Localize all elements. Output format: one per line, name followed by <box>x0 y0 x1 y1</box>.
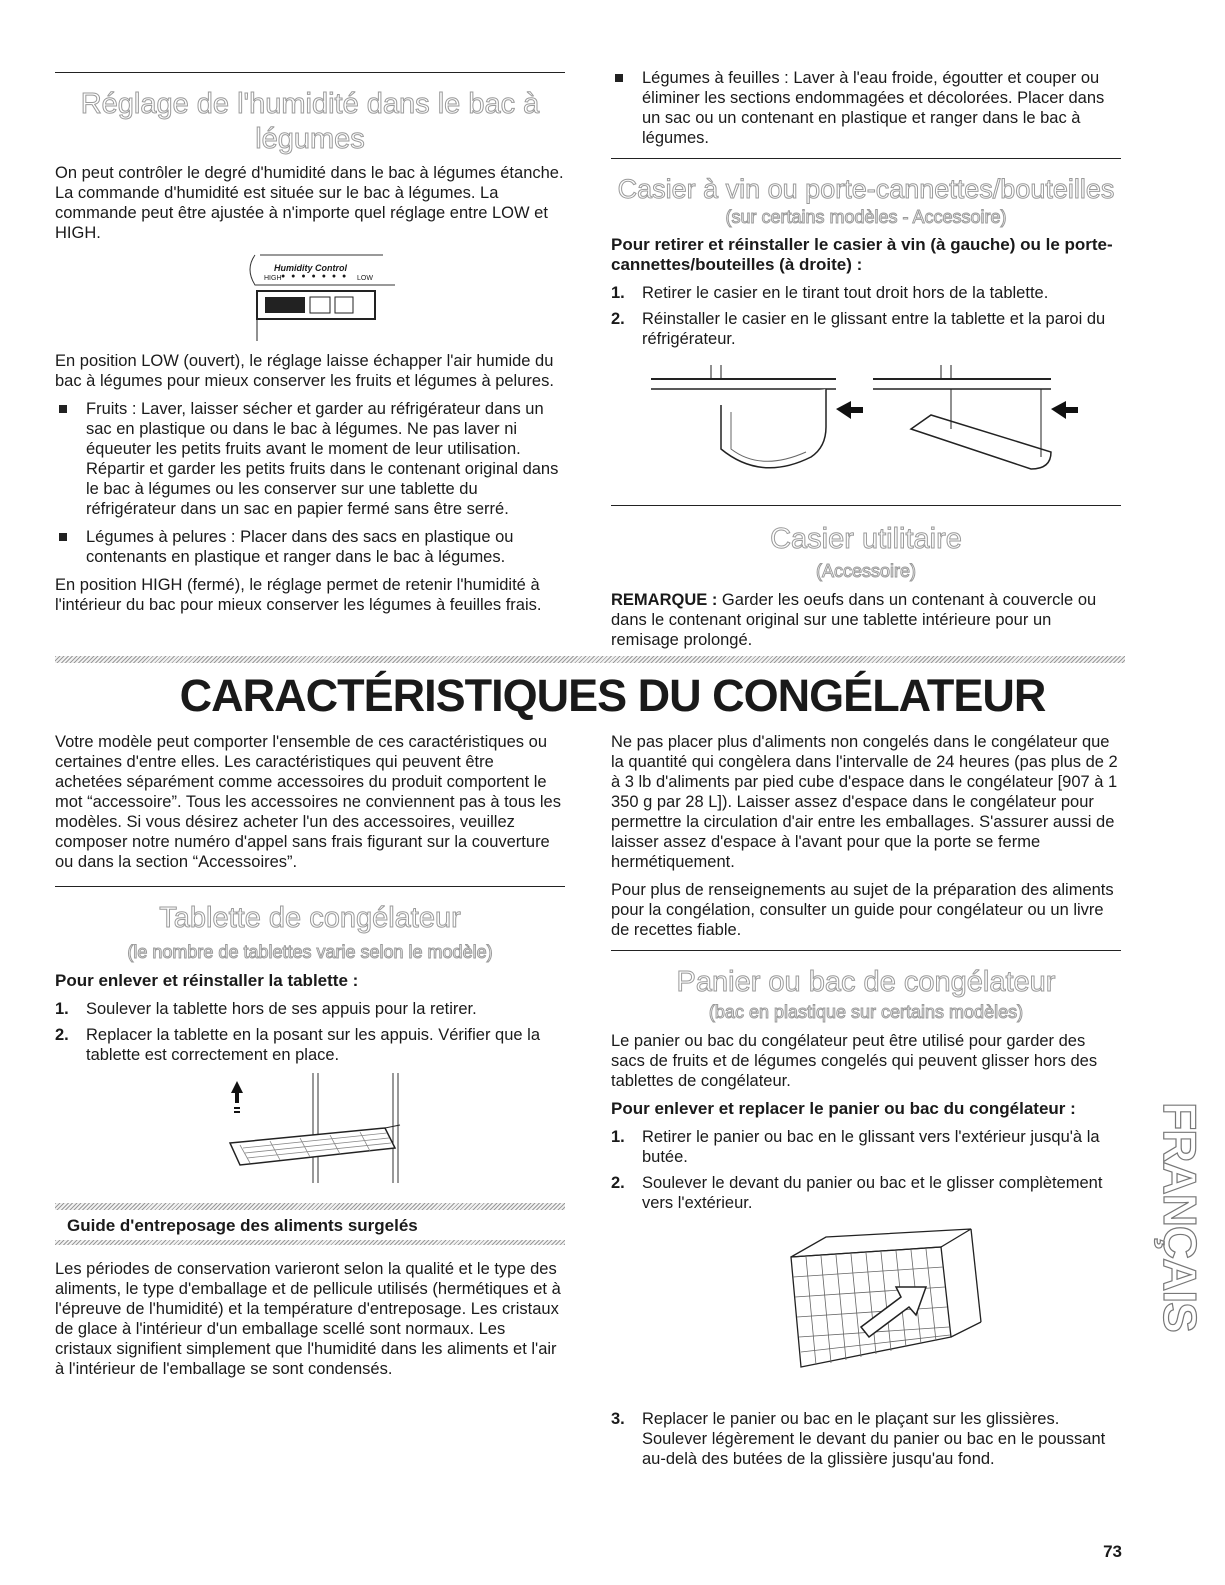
language-side-label: FRANÇAIS <box>1154 1102 1206 1332</box>
freezer-load-text: Ne pas placer plus d'aliments non congelés dans le congélateur que la quantité qui congèlera dans l'intervalle de 24 heures (pas plus de 2 à 3 lb d'aliments par pied cube d'espace dans le congélateur [907 à 1 350 g par 28 L]). Laisser assez d'espace dans le congélateur pour permettre la circulation d'air entre les emballages. S'assurer aussi de laisser assez d'espace à l'avant pour que la porte se ferme hermétiquement. <box>611 733 1118 871</box>
step-text: Soulever le devant du panier ou bac et le glisser complètement vers l'extérieur. <box>642 1174 1103 1213</box>
page-divider <box>55 656 1125 663</box>
step-item <box>611 1173 1121 1213</box>
freezer-info-text: Pour plus de renseignements au sujet de la préparation des aliments pour la congélation, consulter un guide pour congélateur ou un livre de recettes fiable. <box>611 881 1114 939</box>
low-position-text: En position LOW (ouvert), le réglage laisse échapper l'air humide du bac à légumes pour mieux conserver les fruits et légumes à pelures. <box>55 351 554 390</box>
wine-rack-subheading: (sur certains modèles - Accessoire) <box>725 207 1007 228</box>
language-side-tab <box>1150 1080 1212 1340</box>
freezer-shelf-heading: Tablette de congélateur <box>159 902 461 934</box>
freezer-basket-illustration <box>611 1227 1121 1387</box>
step-number: 2. <box>55 1026 69 1045</box>
freezer-shelf-lead: Pour enlever et réinstaller la tablette : <box>55 971 359 991</box>
step-text: Soulever la tablette hors de ses appuis pour la retirer. <box>86 1000 477 1019</box>
storage-guide-title: Guide d'entreposage des aliments surgelés <box>67 1216 418 1236</box>
note-text: Garder les oeufs dans un contenant à couvercle ou dans le contenant original sur une tablette intérieure pour un remisage prolongé. <box>611 591 1097 650</box>
freezer-basket-steps <box>611 1127 1121 1213</box>
step-number: 1. <box>611 1128 625 1147</box>
bullet-item <box>611 68 1121 148</box>
freezer-shelf-section <box>55 732 565 1387</box>
guide-hatch-top <box>55 1203 565 1210</box>
freezer-basket-lead: Pour enlever et replacer le panier ou bac du congélateur : <box>611 1099 1076 1119</box>
bullet-item <box>55 527 565 567</box>
step-number: 2. <box>611 1174 625 1193</box>
section-rule <box>611 505 1121 506</box>
humidity-dots: ● ● ● ● ● ● ● <box>281 272 349 280</box>
step-item <box>611 309 1121 349</box>
main-title: CARACTÉRISTIQUES DU CONGÉLATEUR <box>179 670 1046 721</box>
freezer-intro: Votre modèle peut comporter l'ensemble de ces caractéristiques ou certaines d'entre elles. Les caractéristiques qui peuvent être achetées séparément comme accessoires du produit comportent le mot “accessoire”. Tous les accessoires ne conviennent pas à tous les modèles. Si vous désirez acheter l'un des accessoires, veuillez composer notre numéro d'appel sans frais figurant sur la couverture ou dans la section “Accessoires”. <box>55 733 561 871</box>
guide-hatch-bottom <box>55 1240 565 1245</box>
fruit-bullets <box>55 399 565 567</box>
bullet-item <box>55 399 565 519</box>
step-text: Retirer le panier ou bac en le glissant vers l'extérieur jusqu'à la butée. <box>642 1128 1100 1167</box>
step-item <box>611 1127 1121 1167</box>
wine-rack-steps <box>611 283 1121 349</box>
humidity-control-figure <box>55 251 565 343</box>
leafy-bullet <box>611 68 1121 148</box>
humidity-high-label: HIGH <box>264 274 282 282</box>
step-number: 3. <box>611 1410 625 1429</box>
freezer-basket-step3 <box>611 1409 1121 1469</box>
step-text: Replacer la tablette en la posant sur les appuis. Vérifier que la tablette est correctement en place. <box>86 1026 541 1065</box>
step-number: 1. <box>611 283 625 302</box>
high-position-text: En position HIGH (fermé), le réglage permet de retenir l'humidité à l'intérieur du bac pour mieux conserver les légumes à feuilles frais. <box>55 575 542 614</box>
section-rule <box>611 158 1121 159</box>
humidity-section <box>55 72 565 623</box>
bullet-text: Fruits : Laver, laisser sécher et garder au réfrigérateur dans un sac en plastique ou dans le bac à légumes. Ne pas laver ni équeuter les petits fruits avant le moment de leur utilisation. Répartir et garder les petits fruits dans le contenant original dans le bac à légumes ou les conserver sur une tablette du réfrigérateur dans un sac en papier fermé sans être serré. <box>86 399 559 518</box>
humidity-heading-line2: légumes <box>255 122 365 155</box>
step-item <box>55 1025 565 1065</box>
bullet-text: Légumes à pelures : Placer dans des sacs en plastique ou contenants en plastique et ranger dans le bac à légumes. <box>86 527 514 566</box>
utility-bin-subheading: (Accessoire) <box>815 560 917 581</box>
freezer-shelf-illustration <box>55 1073 565 1193</box>
freezer-basket-text: Le panier ou bac du congélateur peut être utilisé pour garder des sacs de fruits et de légumes congelés qui peuvent glisser hors des tablettes de congélateur. <box>611 1032 1098 1091</box>
step-number: 1. <box>55 1000 69 1019</box>
wine-rack-lead: Pour retirer et réinstaller le casier à vin (à gauche) ou le porte-cannettes/bouteilles (à droite) : <box>611 234 1113 274</box>
humidity-intro: On peut contrôler le degré d'humidité dans le bac à légumes étanche. La commande d'humidité est située sur le bac à légumes. La commande peut être ajustée à n'importe quel réglage entre LOW et HIGH. <box>55 163 564 242</box>
step-item <box>611 1409 1121 1469</box>
wine-rack-section <box>611 68 1121 658</box>
freezer-shelf-subheading: (le nombre de tablettes varie selon le modèle) <box>127 941 493 962</box>
section-rule <box>55 886 565 887</box>
humidity-low-label: LOW <box>357 274 373 282</box>
bullet-square-icon <box>59 405 67 413</box>
utility-bin-heading: Casier utilitaire <box>770 522 962 555</box>
utility-bin-note <box>611 590 1121 650</box>
step-text: Retirer le casier en le tirant tout droit hors de la tablette. <box>642 283 1049 302</box>
section-rule <box>611 950 1121 951</box>
step-text: Réinstaller le casier en le glissant entre la tablette et la paroi du réfrigérateur. <box>642 309 1106 348</box>
freezer-basket-subheading: (bac en plastique sur certains modèles) <box>708 1001 1024 1022</box>
step-text: Replacer le panier ou bac en le plaçant sur les glissières. Soulever légèrement le devant du panier ou bac en le poussant au-delà des butées de la glissière jusqu'au fond. <box>642 1410 1106 1469</box>
bullet-text: Légumes à feuilles : Laver à l'eau froide, égoutter et couper ou éliminer les sections endommagées et décolorées. Placer dans un sac ou un contenant en plastique et ranger dans le bac à légumes. <box>642 69 1105 147</box>
note-label: REMARQUE : <box>611 591 718 610</box>
step-item <box>611 283 1121 303</box>
freezer-basket-section <box>611 732 1121 1477</box>
storage-guide-text: Les périodes de conservation varieront selon la qualité et le type des aliments, le type d'emballage et de pellicule utilisés (hermétiques et à l'épreuve de l'humidité) et la température d'entreposage. Les cristaux de glace à l'intérieur d'un emballage scellé sont normaux. Les cristaux signifient simplement que l'humidité dans les aliments et l'air à l'intérieur de l'emballage se sont condensés. <box>55 1260 561 1379</box>
humidity-heading-line1: Réglage de l'humidité dans le bac à <box>80 88 540 120</box>
step-item <box>55 999 565 1019</box>
wine-rack-illustration <box>611 357 1121 487</box>
humidity-control-label: Humidity Control <box>274 262 347 273</box>
freezer-basket-heading: Panier ou bac de congélateur <box>676 966 1056 998</box>
wine-rack-heading: Casier à vin ou porte-cannettes/bouteilles <box>617 174 1115 204</box>
step-number: 2. <box>611 309 625 328</box>
section-rule <box>55 72 565 73</box>
freezer-shelf-steps <box>55 999 565 1065</box>
bullet-square-icon <box>615 74 623 82</box>
bullet-square-icon <box>59 533 67 541</box>
humidity-heading <box>55 87 565 157</box>
page-number: 73 <box>1103 1542 1122 1561</box>
